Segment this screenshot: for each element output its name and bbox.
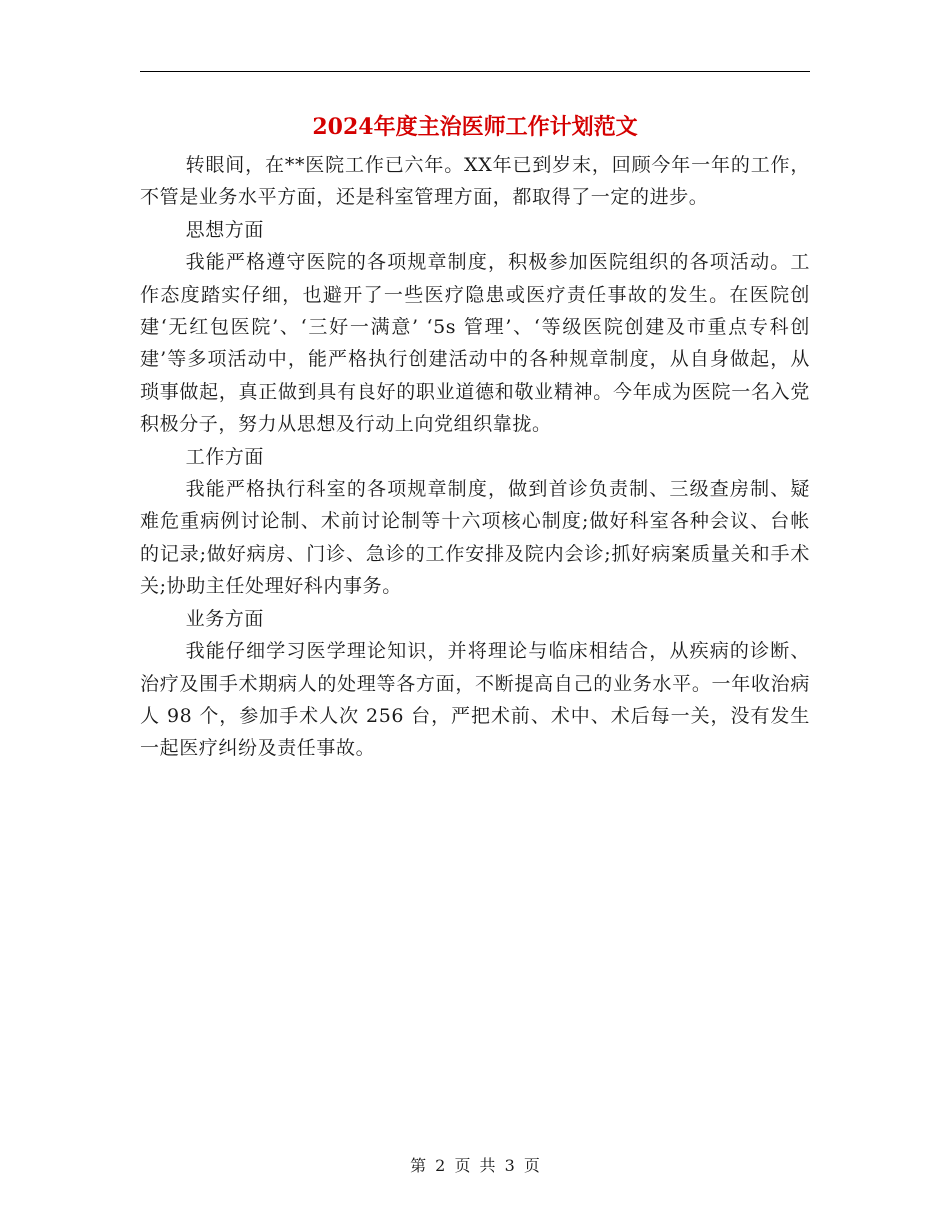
document-title: 2024年度主治医师工作计划范文: [312, 114, 638, 140]
section-heading-business: 业务方面: [185, 607, 264, 630]
business-paragraph: 我能仔细学习医学理论知识，并将理论与临床相结合，从疾病的诊断、治疗及围手术期病人的处理等各方面，不断提高自己的业务水平。一年收治病人 98 个，参加手术人次 256 台，严把术前、术中、术后每一关，没有发生一起医疗纠纷及责任事故。: [140, 640, 810, 760]
intro-paragraph: 转眼间，在**医院工作已六年。XX年已到岁末，回顾今年一年的工作，不管是业务水平方面，还是科室管理方面，都取得了一定的进步。: [140, 154, 810, 209]
thought-paragraph: 我能严格遵守医院的各项规章制度，积极参加医院组织的各项活动。工作态度踏实仔细，也避开了一些医疗隐患或医疗责任事故的发生。在医院创建‘无红包医院’、‘三好一满意’ ‘5s 管理’、‘等级医院创建及市重点专科创建’等多项活动中，能严格执行创建活动中的各种规章制度，从自身做起，从琐事做起，真正做到具有良好的职业道德和敬业精神。今年成为医院一名入党积极分子，努力从思想及行动上向党组织靠拢。: [140, 251, 810, 436]
section-heading-thought: 思想方面: [185, 218, 264, 241]
page-number-footer: 第 2 页 共 3 页: [410, 1156, 540, 1175]
document-body: [140, 149, 810, 765]
work-paragraph: 我能严格执行科室的各项规章制度，做到首诊负责制、三级查房制、疑难危重病例讨论制、术前讨论制等十六项核心制度;做好科室各种会议、台帐的记录;做好病房、门诊、急诊的工作安排及院内会诊;抓好病案质量关和手术关;协助主任处理好科内事务。: [140, 478, 810, 598]
section-heading-work: 工作方面: [185, 445, 264, 468]
header-rule: [140, 71, 810, 72]
